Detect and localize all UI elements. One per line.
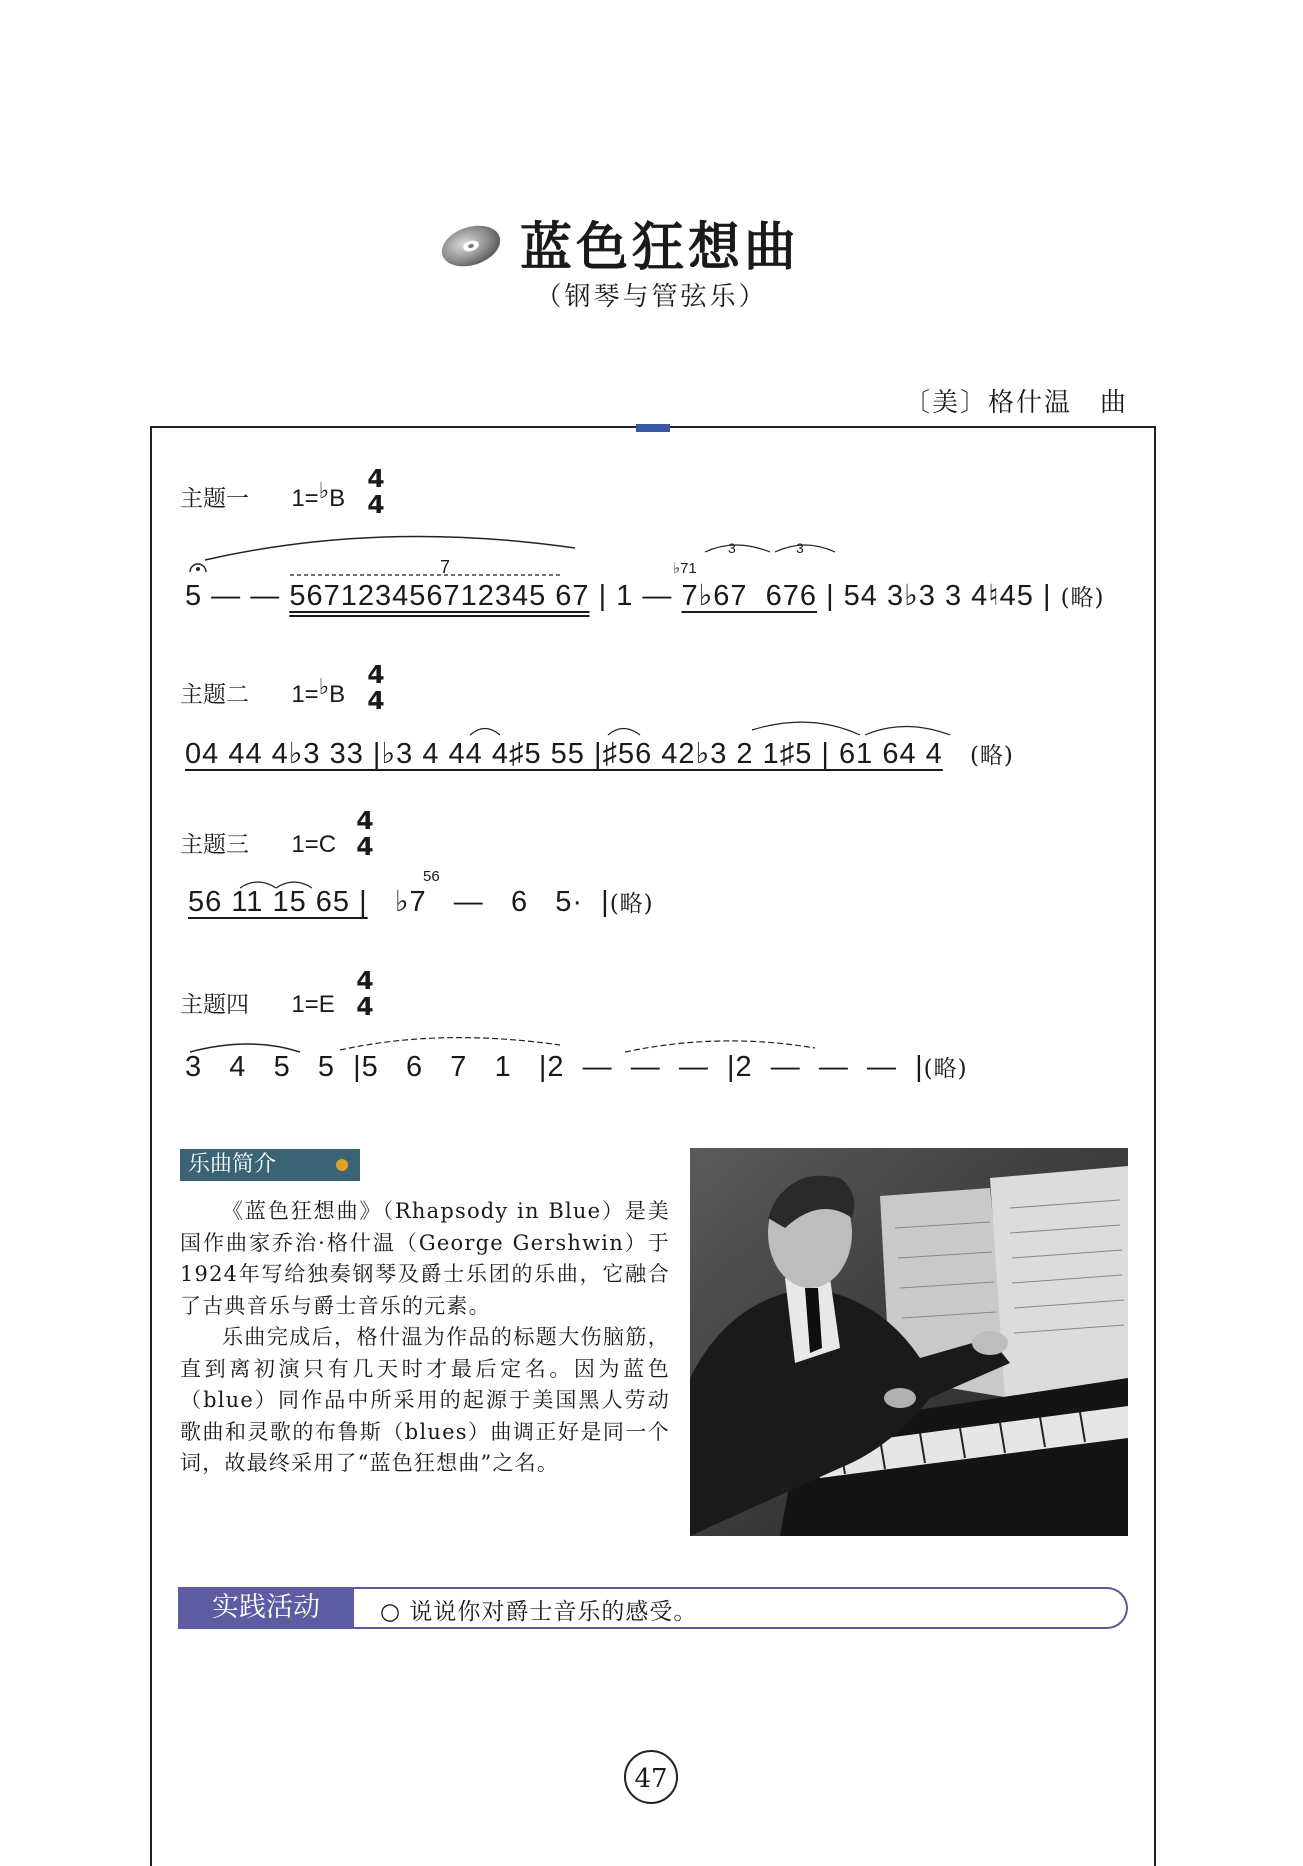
practice-prompt: ○ 说说你对爵士音乐的感受。 xyxy=(380,1599,698,1625)
theme-2-header xyxy=(180,674,345,709)
time-signature: 4 4 xyxy=(356,806,374,861)
theme-1-notation: 5 — — 567123456712345 67 | 1 — 7♭67 676 | 54 3♭3 3 4♮45 | (略) xyxy=(185,580,1105,612)
theme-label: 主题四 xyxy=(180,992,249,1018)
theme-3-notation: 56 11 15 65 | ♭7 — 6 5· |(略) xyxy=(188,886,654,918)
theme-3-header xyxy=(180,824,336,859)
time-signature: 4 4 xyxy=(356,966,374,1021)
theme-4-notation: 3 4 5 5 |5 6 7 1 |2 — — — |2 — — — |(略) xyxy=(185,1051,968,1083)
theme-label: 主题一 xyxy=(180,486,249,512)
intro-section-tag xyxy=(180,1149,360,1181)
omitted-mark: (略) xyxy=(969,743,1014,769)
grace-notes: ♭71 xyxy=(673,560,697,577)
page-title: 蓝色狂想曲 xyxy=(520,217,801,278)
key-signature: 1=C xyxy=(291,831,337,858)
theme-label: 主题三 xyxy=(180,832,249,858)
key-signature: 1=E xyxy=(291,991,335,1018)
practice-tag: 实践活动 xyxy=(178,1587,354,1629)
theme-2-notation: 04 44 4♭3 33 |♭3 4 44 4♯5 55 |♯56 42♭3 2 1♯5 | 61 64 4 (略) xyxy=(185,738,1014,770)
tag-dot-icon xyxy=(336,1159,348,1171)
tuplet-3-label: 3 xyxy=(728,540,736,556)
intro-paragraph: 乐曲完成后，格什温为作品的标题大伤脑筋，直到离初演只有几天时才最后定名。因为蓝色（blue）同作品中所采用的起源于美国黑人劳动歌曲和灵歌的布鲁斯（blues）曲调正好是同一个词，故最终采用了“蓝色狂想曲”之名。 xyxy=(180,1325,670,1475)
tuplet-7-label: 7 xyxy=(440,557,451,577)
theme-4-header xyxy=(180,984,335,1019)
time-signature: 4 4 xyxy=(367,464,385,519)
tuplet-3-label: 3 xyxy=(796,540,804,556)
theme-label: 主题二 xyxy=(180,682,249,708)
intro-tag-label: 乐曲简介 xyxy=(188,1152,277,1177)
intro-paragraph: 《蓝色狂想曲》（Rhapsody in Blue）是美国作曲家乔治·格什温（George Gershwin）于1924年写给独奏钢琴及爵士乐团的乐曲，它融合了古典音乐与爵士音乐的元素。 xyxy=(180,1199,670,1318)
composer-credit: 〔美〕格什温 曲 xyxy=(903,388,1128,418)
page-number: 47 xyxy=(624,1750,678,1804)
time-signature: 4 4 xyxy=(367,660,385,715)
grace-notes: 56 xyxy=(423,868,440,885)
page-subtitle: （钢琴与管弦乐） xyxy=(535,282,768,312)
practice-activity-bar xyxy=(178,1587,1128,1629)
omitted-mark: (略) xyxy=(923,1056,968,1082)
gershwin-piano-photo xyxy=(690,1148,1128,1536)
omitted-mark: (略) xyxy=(1060,585,1105,611)
key-signature: 1=♭B xyxy=(291,478,346,512)
omitted-mark: (略) xyxy=(609,891,654,917)
intro-text xyxy=(180,1196,670,1480)
key-signature: 1=♭B xyxy=(291,674,346,708)
